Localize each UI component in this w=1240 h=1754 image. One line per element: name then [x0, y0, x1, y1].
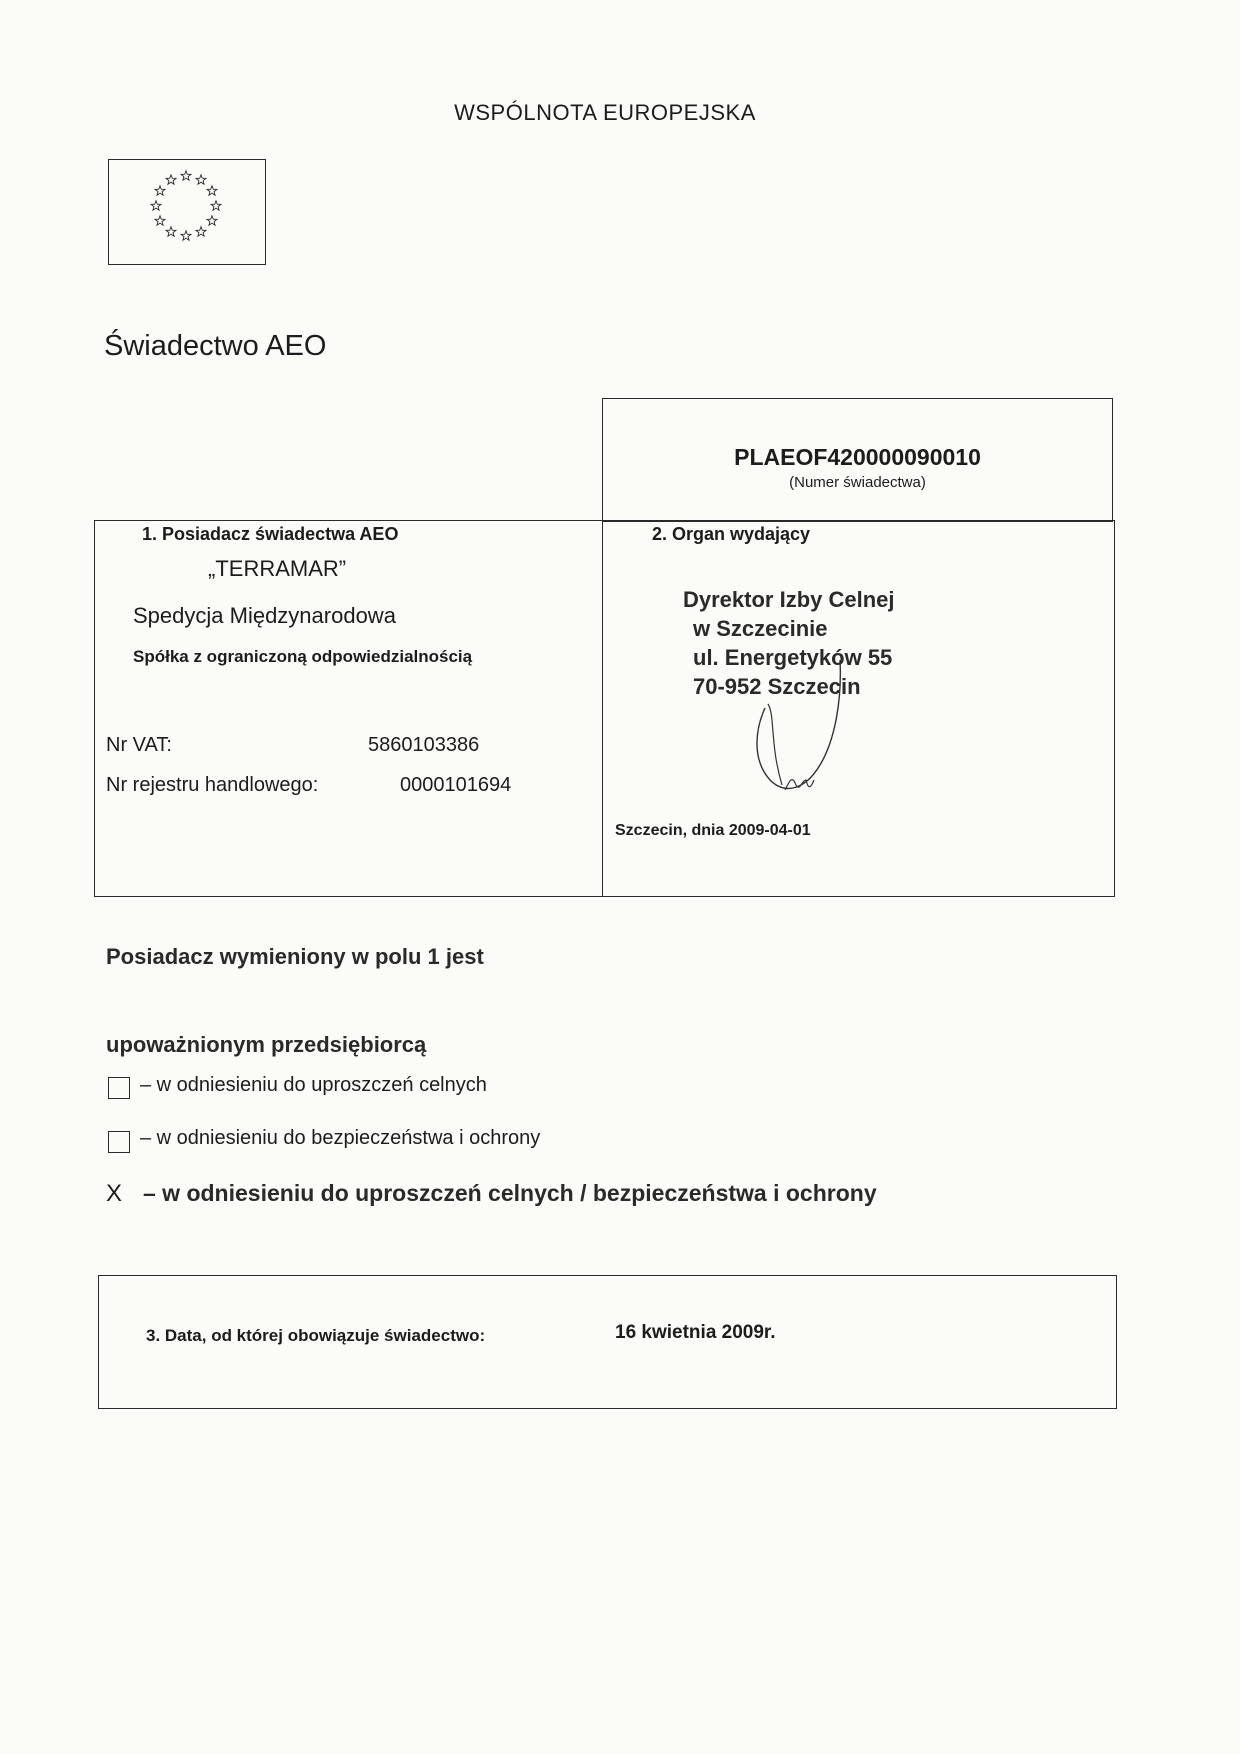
eu-star-icon [155, 216, 165, 225]
issuer-line3: ul. Energetyków 55 [693, 645, 893, 670]
signature [730, 640, 870, 810]
page-title: Świadectwo AEO [104, 330, 327, 362]
eu-flag [108, 159, 266, 265]
eu-star-icon [196, 227, 206, 236]
holder-name-line2: Spedycja Międzynarodowa [133, 603, 396, 628]
authorization-intro: Posiadacz wymieniony w polu 1 jest [106, 944, 484, 969]
register-label: Nr rejestru handlowego: [106, 774, 319, 796]
certificate-number: PLAEOF420000090010 [734, 444, 981, 470]
combined-option-mark: X [106, 1180, 123, 1207]
eu-star-icon [196, 175, 206, 184]
eu-star-icon [207, 216, 217, 225]
community-heading: WSPÓLNOTA EUROPEJSKA [454, 100, 756, 125]
eu-star-icon [155, 186, 165, 195]
eu-star-icon [181, 231, 191, 240]
eu-star-icon [151, 201, 161, 210]
option-security-safety: – w odniesieniu do bezpieczeństwa i ochrony [140, 1127, 541, 1149]
security-safety-checkbox [108, 1131, 130, 1153]
register-value: 0000101694 [400, 774, 512, 796]
certificate-number-caption: (Numer świadectwa) [789, 474, 926, 491]
eu-star-icon [181, 171, 191, 180]
issuer-line1: Dyrektor Izby Celnej [683, 587, 895, 612]
option-combined: – w odniesieniu do uproszczeń celnych / bezpieczeństwa i ochrony [143, 1180, 877, 1206]
validity-date: 16 kwietnia 2009r. [615, 1322, 776, 1343]
eu-star-icon [166, 175, 176, 184]
holder-field-label: 1. Posiadacz świadectwa AEO [142, 524, 399, 544]
eu-star-icon [207, 186, 217, 195]
holder-name-line1: „TERRAMAR” [208, 556, 347, 581]
holder-name-line3: Spółka z ograniczoną odpowiedzialnością [133, 647, 473, 666]
eu-star-icon [211, 201, 221, 210]
validity-label: 3. Data, od której obowiązuje świadectwo: [146, 1326, 486, 1345]
vat-label: Nr VAT: [106, 734, 172, 756]
vat-value: 5860103386 [368, 734, 480, 756]
issuer-line4: 70-952 Szczecin [693, 674, 861, 699]
issuer-line2: w Szczecinie [693, 616, 828, 641]
customs-simplification-checkbox [108, 1077, 130, 1099]
authorization-status: upoważnionym przedsiębiorcą [106, 1032, 427, 1057]
eu-stars-flag-icon [109, 160, 264, 263]
issuer-field-label: 2. Organ wydający [652, 524, 811, 544]
eu-star-icon [166, 227, 176, 236]
option-customs-simplification: – w odniesieniu do uproszczeń celnych [140, 1074, 487, 1096]
issue-place-date: Szczecin, dnia 2009-04-01 [615, 822, 811, 839]
